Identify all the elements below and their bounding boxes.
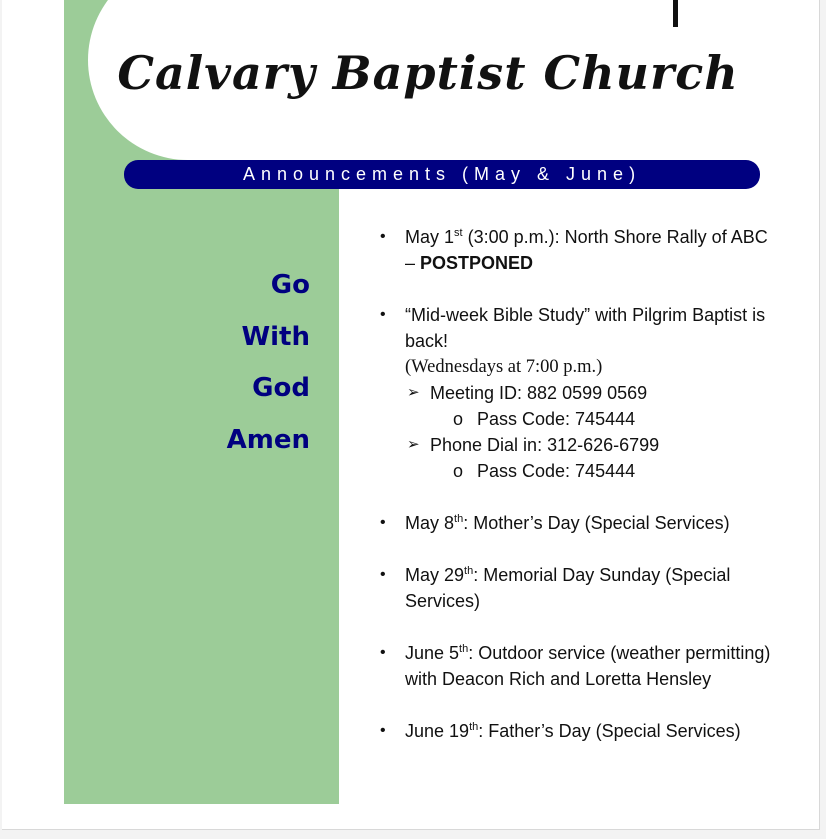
announcement-list (380, 224, 780, 770)
bullet-icon: • (380, 566, 386, 583)
item-date: May 29 (405, 565, 465, 585)
item-text: (3:00 p.m.): North Shore Rally of ABC – (405, 227, 768, 273)
arrow-bullet-icon: ➢ (407, 384, 420, 401)
bullet-icon: • (380, 514, 386, 531)
side-word-with: With (241, 321, 310, 352)
meeting-id: Meeting ID: 882 0599 0569 (430, 383, 648, 403)
item-text: : Memorial Day Sunday (Special Services) (405, 565, 731, 611)
list-item-memorial-day (380, 562, 780, 614)
list-item-rally (380, 224, 780, 276)
phone-dial-in: Phone Dial in: 312-626-6799 (430, 435, 660, 455)
side-word-god: God (252, 373, 310, 403)
item-date: May 8 (405, 513, 455, 533)
item-date: June 19 (405, 721, 470, 741)
circle-bullet-icon: o (453, 461, 464, 481)
list-item-outdoor-service (380, 640, 780, 692)
list-item-fathers-day (380, 718, 780, 744)
pass-code-line (405, 458, 780, 484)
postponed-label: POSTPONED (420, 253, 534, 273)
circle-bullet-icon: o (453, 409, 464, 429)
date-suffix: th (464, 565, 474, 577)
item-date: May 1 (405, 227, 455, 247)
pass-code: Pass Code: 745444 (477, 409, 636, 429)
date-suffix: st (454, 227, 463, 239)
item-text: : Father’s Day (Special Services) (478, 721, 741, 741)
arrow-bullet-icon: ➢ (407, 436, 420, 453)
item-text: : Mother’s Day (Special Services) (463, 513, 730, 533)
date-suffix: th (469, 721, 479, 733)
list-item-mothers-day (380, 510, 780, 536)
bible-study-schedule: (Wednesdays at 7:00 p.m.) (405, 357, 603, 377)
church-title: Calvary Baptist Church (117, 46, 739, 100)
bullet-icon: • (380, 722, 386, 739)
pass-code: Pass Code: 745444 (477, 461, 636, 481)
meeting-id-line (405, 380, 780, 406)
pass-code-line (405, 406, 780, 432)
bullet-icon: • (380, 228, 386, 245)
document-page (2, 0, 820, 830)
bullet-icon: • (380, 644, 386, 661)
side-words (182, 262, 310, 468)
item-text: “Mid-week Bible Study” with Pilgrim Baptist is back! (405, 305, 766, 351)
side-word-go: Go (270, 270, 310, 300)
text-cursor (673, 0, 678, 27)
phone-dial-line (405, 432, 780, 458)
announcements-banner: Announcements (May & June) (124, 160, 760, 189)
item-text: : Outdoor service (weather permitting) with Deacon Rich and Loretta Hensley (405, 643, 771, 689)
item-date: June 5 (405, 643, 460, 663)
bullet-icon: • (380, 306, 386, 323)
date-suffix: th (454, 513, 464, 525)
list-item-bible-study (380, 302, 780, 484)
date-suffix: th (459, 643, 469, 655)
side-word-amen: Amen (226, 424, 310, 455)
